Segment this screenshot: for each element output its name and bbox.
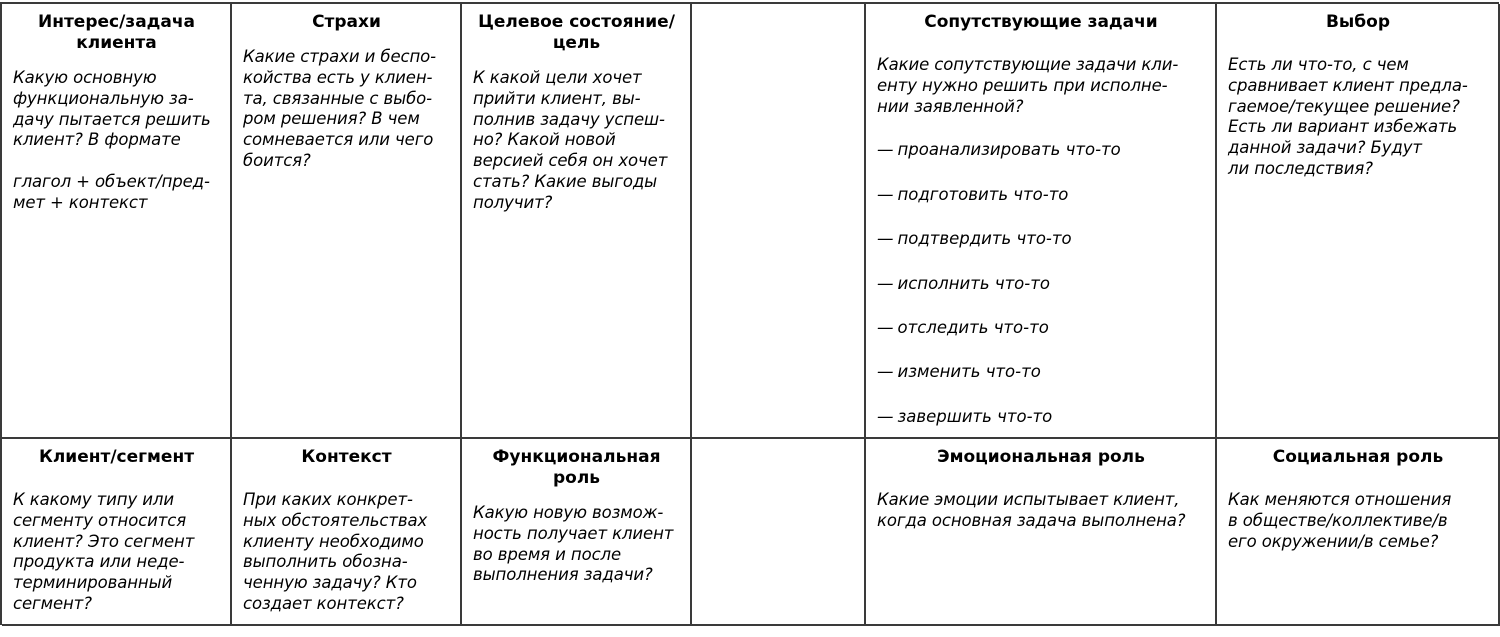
cell-empty-bottom [692,439,866,626]
dash-icon: — [877,229,894,249]
cell-empty-top [692,4,866,439]
dash-icon: — [877,140,894,160]
cell-description: Какие эмоции испытывает клиент, когда основная задача выполнена? [877,490,1186,530]
cell-functional-role [462,439,692,626]
dash-icon: — [877,273,894,293]
cell-choice [1217,4,1500,439]
cell-title: Страхи [312,12,381,32]
cell-client-segment [2,439,232,626]
cell-description: При каких конкрет- ных обстоятельствах клиенту необходимо выполнить обозна- ченную задачу? Кто создает контекст? [243,490,428,613]
cell-title: Сопутствующие задачи [924,12,1158,32]
dash-icon: — [877,317,894,337]
cell-title: Целевое состояние/ цель [478,12,675,53]
cell-description: К какому типу или сегменту относится клиент? Это сегмент продукта или неде- терминированный сегмент? [13,490,195,613]
cell-description: Какие сопутствующие задачи кли- енту нужно решить при исполне- нии заявленной? [877,55,1179,116]
cell-title: Интерес/задача клиента [37,12,196,53]
cell-emotional-role [866,439,1217,626]
cell-title: Функциональная роль [492,447,661,488]
cell-fears [232,4,462,439]
cell-title: Социальная роль [1272,447,1444,467]
related-task-item [877,362,1205,383]
cell-context [232,439,462,626]
task-label: исполнить что-то [897,273,1050,293]
dash-icon: — [877,362,894,382]
related-task-item [877,229,1205,250]
task-label: проанализировать что-то [897,140,1121,160]
cell-description: Какие страхи и беспо- койства есть у клиен- та, связанные с выбо- ром решения? В чем сомневается или чего боится? [243,47,437,170]
related-task-item [877,318,1205,339]
cell-target-state [462,4,692,439]
task-label: завершить что-то [897,406,1053,426]
cell-title: Выбор [1325,12,1391,32]
task-label: отследить что-то [897,317,1049,337]
dash-icon: — [877,184,894,204]
cell-description: Есть ли что-то, с чем сравнивает клиент предла- гаемое/текущее решение? Есть ли вариант избежать данной задачи? Будут ли последствия? [1228,55,1468,178]
cell-title: Клиент/сегмент [38,447,195,467]
cell-description: Какую основную функциональную за- дачу пытается решить клиент? В формате [13,68,211,150]
cell-social-role [1217,439,1500,626]
related-task-list [877,140,1205,427]
job-canvas-table [0,2,1499,625]
related-task-item [877,407,1205,428]
task-label: подготовить что-то [897,184,1069,204]
related-task-item [877,185,1205,206]
related-task-item [877,140,1205,161]
related-task-item [877,274,1205,295]
dash-icon: — [877,406,894,426]
cell-title: Контекст [301,447,392,467]
cell-format-hint: глагол + объект/пред- мет + контекст [13,172,210,212]
cell-description: Какую новую возмож- ность получает клиент во время и после выполнения задачи? [473,503,674,585]
task-label: подтвердить что-то [897,229,1072,249]
task-label: изменить что-то [897,362,1041,382]
cell-related-tasks [866,4,1217,439]
cell-description: К какой цели хочет прийти клиент, вы- полнив задачу успеш- но? Какой новой версией себя он хочет стать? Какие выгоды получит? [473,68,668,212]
cell-title: Эмоциональная роль [937,447,1145,467]
cell-description: Как меняются отношения в обществе/коллективе/в его окружении/в семье? [1228,490,1452,551]
cell-interest-task [2,4,232,439]
